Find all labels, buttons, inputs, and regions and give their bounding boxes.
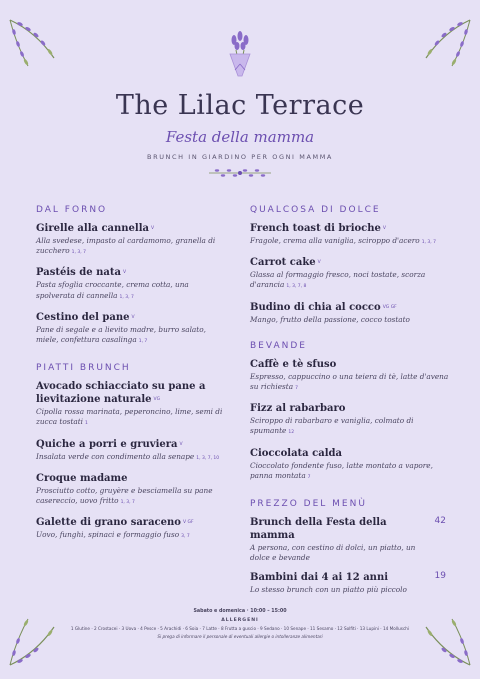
item-desc: A persona, con cestino di dolci, un piatto, un dolce e bevande xyxy=(250,543,416,563)
section-dal-forno xyxy=(36,205,226,347)
item-desc: Fragole, crema alla vaniglia, sciroppo d'acero 1, 3, 7 xyxy=(250,236,436,245)
footer xyxy=(40,609,440,639)
allergen-codes: 1, 3, 7 xyxy=(71,250,86,256)
menu-item xyxy=(36,438,226,464)
item-name: French toast di brioche V xyxy=(250,223,386,234)
right-column xyxy=(250,205,450,612)
menu-item xyxy=(36,222,226,258)
price: 42 xyxy=(434,516,446,527)
allergen-codes: 1, 3, 7 xyxy=(120,500,135,506)
section-title: PIATTI BRUNCH xyxy=(36,363,131,374)
item-name: Cestino del pane V xyxy=(36,311,135,323)
item-name: Budino di chia al cocco VG GF xyxy=(250,301,397,313)
item-name: Carrot cake V xyxy=(250,257,321,269)
item-desc: Pasta sfoglia croccante, crema cotta, una spolverata di cannella 1, 3, 7 xyxy=(36,280,189,300)
menu-item xyxy=(36,380,226,429)
allergens-title: ALLERGENI xyxy=(221,618,259,623)
section-title: DAL FORNO xyxy=(36,205,108,215)
item-name: Girelle alla cannella V xyxy=(36,223,155,234)
tagline: BRUNCH IN GIARDINO PER OGNI MAMMA xyxy=(147,153,333,161)
menu-item xyxy=(36,311,226,347)
diet-tag: V xyxy=(131,314,135,320)
section-bevande xyxy=(250,341,450,483)
diet-tag: V xyxy=(122,270,127,276)
opening-hours: Sabato e domenica · 10:00 – 15:00 xyxy=(193,609,287,614)
item-name: Brunch della Festa della mamma xyxy=(250,517,387,542)
item-desc: Pane di segale e a lievito madre, burro salato, miele, confettura casalinga 1, 7 xyxy=(36,324,206,345)
item-desc: Alla svedese, impasto al cardamomo, granella di zucchero 1, 3, 7 xyxy=(36,236,216,256)
item-desc: Uovo, funghi, spinaci e formaggio fuso 3, 7 xyxy=(36,530,190,540)
item-desc: Espresso, cappuccino o una teiera di tè, latte d'avena su richiesta 7 xyxy=(250,371,449,392)
section-qualcosa-di-dolce xyxy=(250,205,450,325)
diet-tag: V xyxy=(151,226,155,231)
section-piatti-brunch xyxy=(36,363,226,542)
item-name: Croque madame xyxy=(36,472,128,484)
allergen-codes: 1, 3, 7 xyxy=(421,240,436,245)
price-item xyxy=(250,516,450,563)
section-prezzo xyxy=(250,499,450,596)
allergen-codes: 7 xyxy=(307,474,311,480)
menu-item xyxy=(250,256,450,292)
diet-tag: VG GF xyxy=(382,304,397,310)
price: 19 xyxy=(434,571,446,582)
allergens-note: Si prega di informare il personale di eventuali allergie o intolleranze alimentari xyxy=(157,634,323,639)
left-column xyxy=(36,205,226,558)
item-name: Fizz al rabarbaro xyxy=(250,403,346,415)
allergen-codes: 1, 3, 7, 8 xyxy=(286,284,307,290)
section-title: PREZZO DEL MENÙ xyxy=(250,499,367,510)
item-desc: Lo stesso brunch con un piatto più piccolo xyxy=(250,585,407,595)
menu-item xyxy=(36,516,226,542)
diet-tag: V xyxy=(317,260,321,266)
section-title: BEVANDE xyxy=(250,340,307,351)
item-desc: Prosciutto cotto, gruyère e besciamella su pane casereccio, uovo fritto 1, 3, 7 xyxy=(36,485,213,506)
diet-tag: V xyxy=(179,441,183,447)
item-name: Galette di grano saraceno V GF xyxy=(36,517,194,529)
diet-tag: V GF xyxy=(182,520,194,526)
menu-item xyxy=(250,301,450,325)
allergen-codes: 1, 3, 7, 10 xyxy=(196,455,220,461)
allergen-codes: 1, 7 xyxy=(138,339,148,345)
allergen-codes: 1 xyxy=(85,421,88,427)
lavender-bouquet-icon xyxy=(224,30,256,90)
diet-tag: V xyxy=(382,226,386,231)
item-desc: Insalata verde con condimento alla senape 1, 3, 7, 10 xyxy=(36,451,220,461)
item-desc: Cioccolato fondente fuso, latte montato a vapore, panna montata 7 xyxy=(250,460,433,480)
item-desc: Mango, frutto della passione, cocco tostato xyxy=(250,314,410,324)
item-name: Quiche a porri e gruviera V xyxy=(36,438,183,450)
lavender-sprig-icon xyxy=(412,14,474,76)
lavender-divider-icon xyxy=(207,166,273,180)
event-subtitle: Festa della mamma xyxy=(165,128,315,146)
menu-item xyxy=(250,222,450,248)
menu-item xyxy=(36,266,226,302)
section-title: QUALCOSA DI DOLCE xyxy=(250,205,381,215)
menu-item xyxy=(250,447,450,483)
menu-item xyxy=(250,358,450,394)
menu-item xyxy=(36,472,226,508)
item-name: Avocado schiacciato su pane a lievitazione naturale VG xyxy=(36,381,206,406)
lavender-sprig-icon xyxy=(6,14,68,76)
item-name: Pastéis de nata V xyxy=(36,267,127,279)
allergen-codes: 12 xyxy=(288,430,295,436)
allergen-codes: 1, 3, 7 xyxy=(119,294,134,300)
item-name: Bambini dai 4 ai 12 anni xyxy=(250,572,389,584)
allergens-list: 1 Glutine · 2 Crostacei · 3 Uova · 4 Pesce · 5 Arachidi · 6 Soia · 7 Latte · 8 Frutta a guscio · 9 Sedano · 10 Senape · 11 Sesamo · 12 Solfiti · 13 Lupini · 14 Molluschi xyxy=(70,626,410,631)
item-name: Cioccolata calda xyxy=(250,447,342,459)
menu-item xyxy=(250,402,450,438)
item-name: Caffè e tè sfuso xyxy=(250,358,337,370)
diet-tag: VG xyxy=(153,397,161,403)
item-desc: Cipolla rossa marinata, peperoncino, lime, semi di zucca tostati 1 xyxy=(36,407,223,427)
item-desc: Glassa al formaggio fresco, noci tostate, scorza d'arancia 1, 3, 7, 8 xyxy=(250,270,426,290)
restaurant-title: The Lilac Terrace xyxy=(115,90,365,121)
item-desc: Sciroppo di rabarbaro e vaniglia, colmato di spumante 12 xyxy=(250,416,414,436)
allergen-codes: 7 xyxy=(295,386,298,392)
price-item xyxy=(250,571,450,595)
allergen-codes: 3, 7 xyxy=(181,534,190,540)
